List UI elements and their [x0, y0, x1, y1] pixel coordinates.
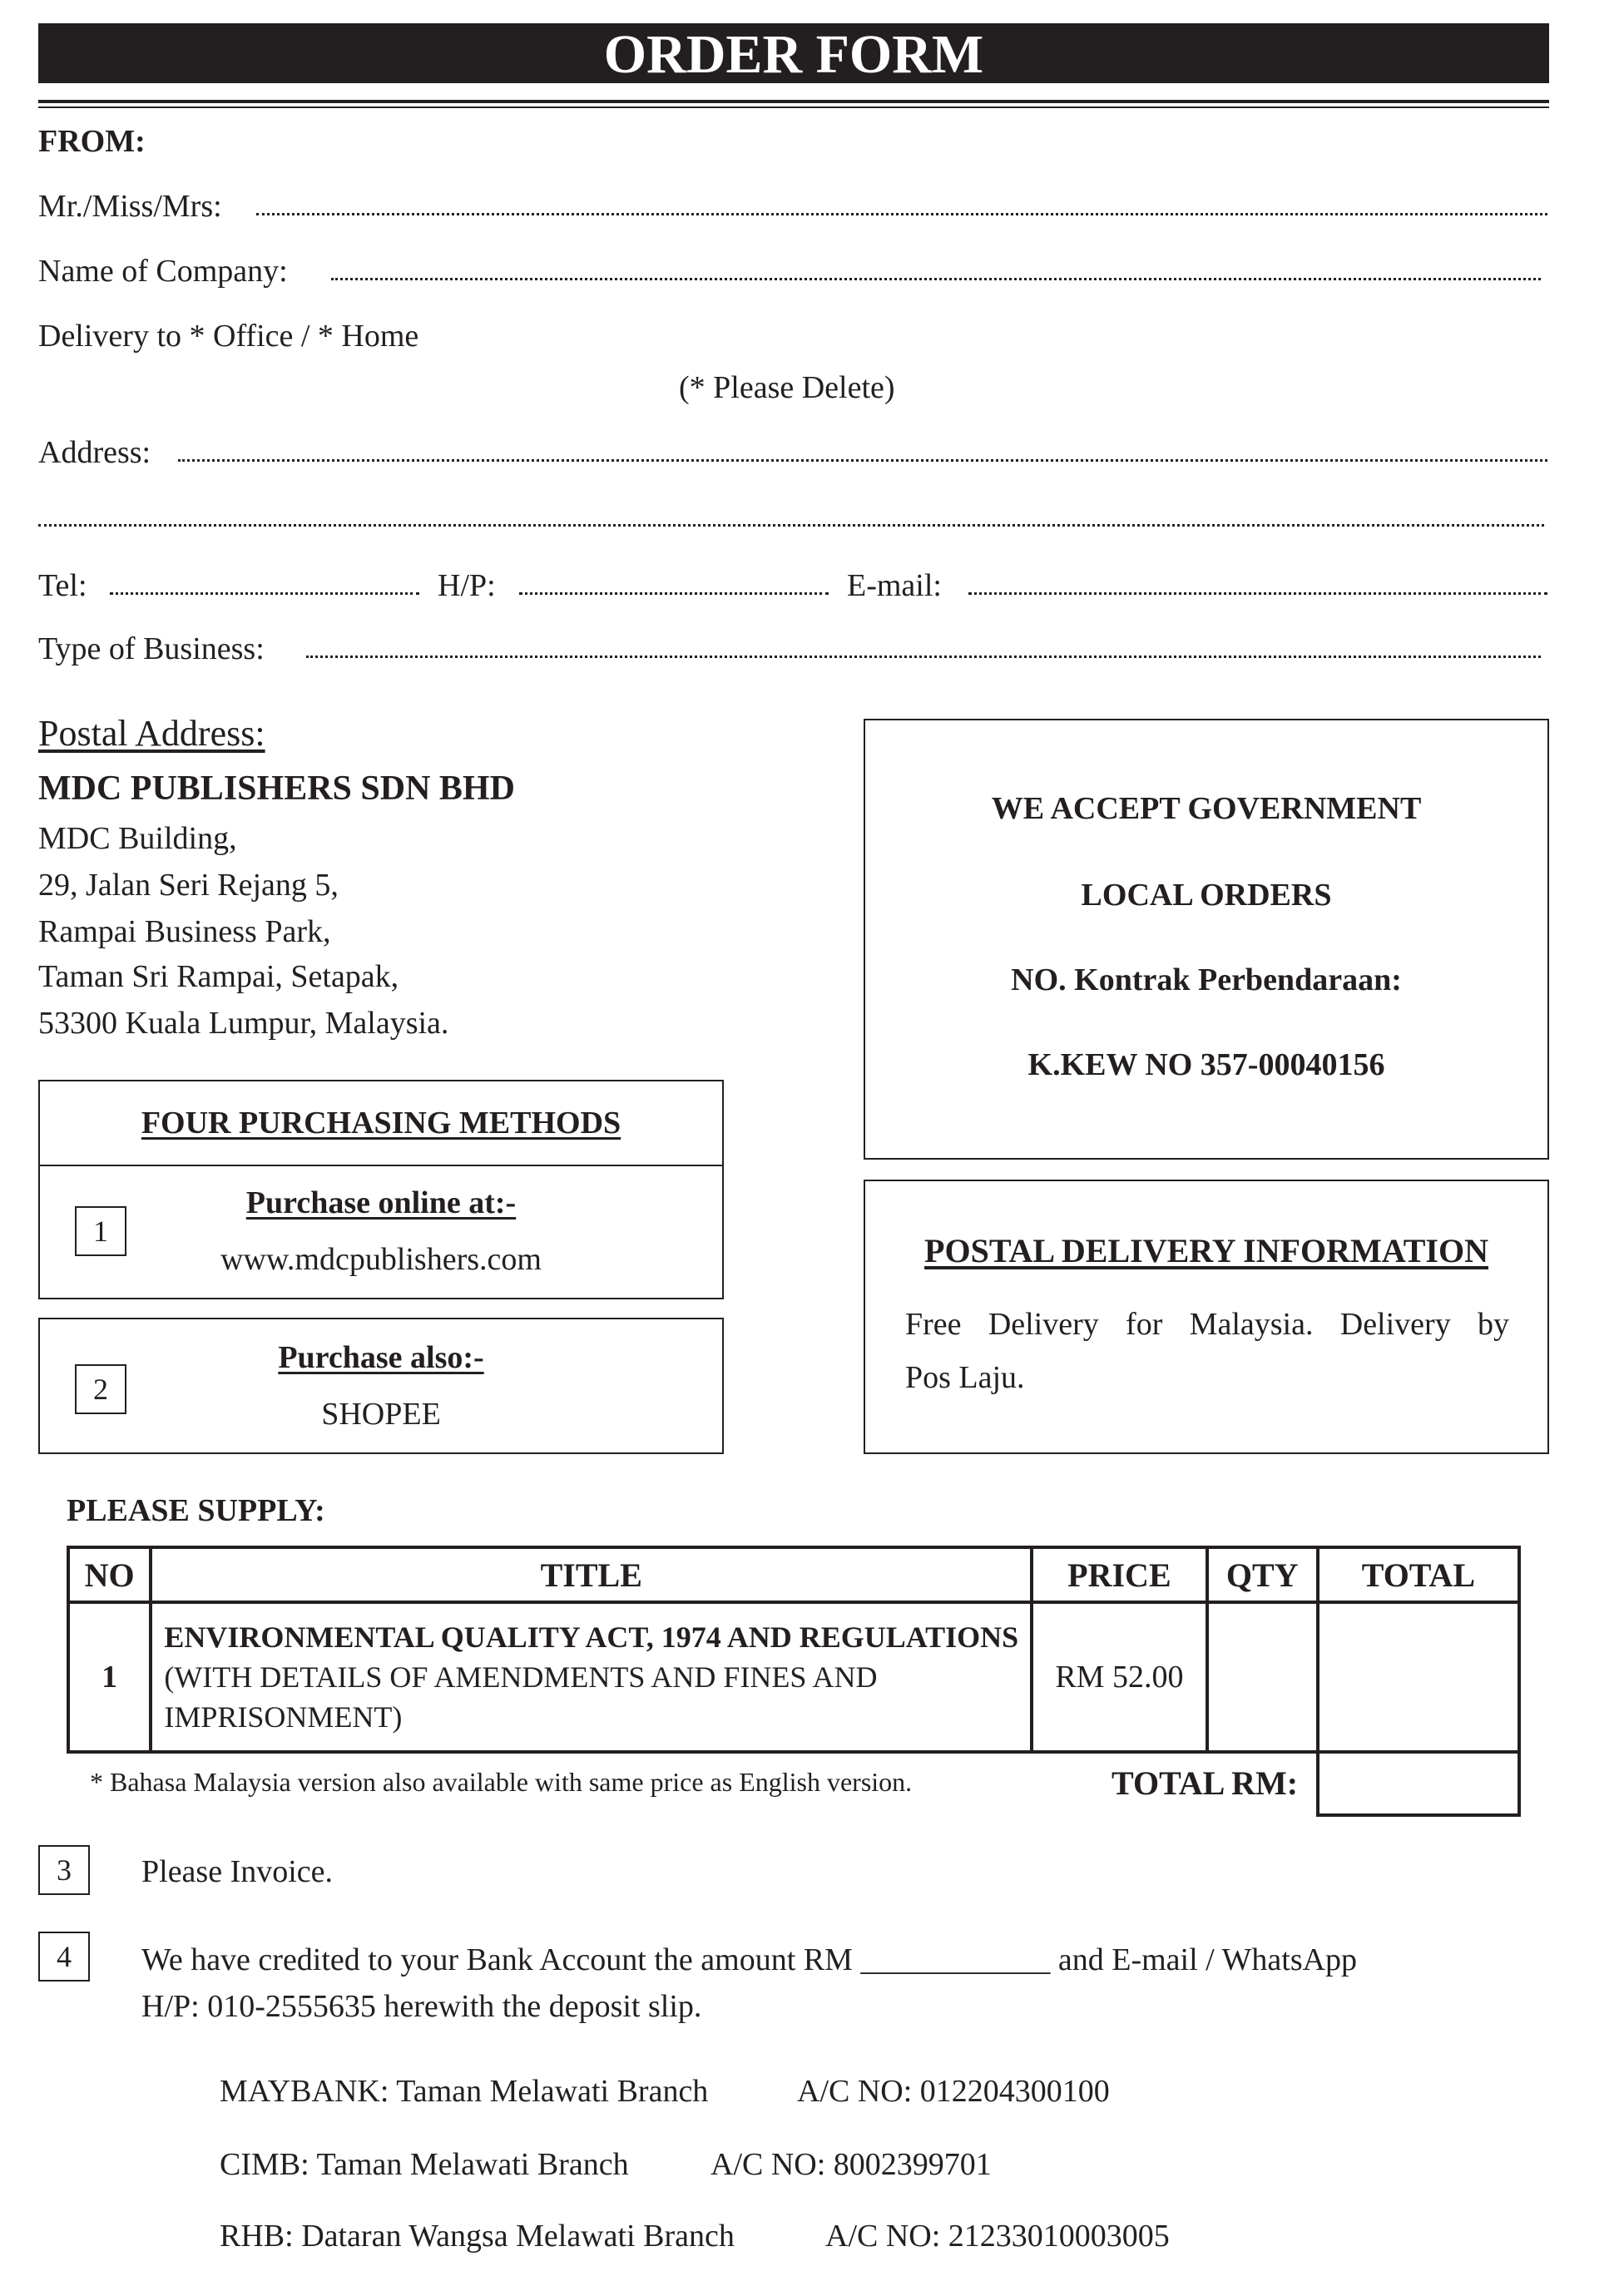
book-title: ENVIRONMENTAL QUALITY ACT, 1974 AND REGULATIONS: [164, 1620, 1019, 1654]
address-label: Address:: [38, 435, 151, 470]
option-number: 4: [38, 1932, 90, 1982]
title-rule: [38, 100, 1549, 103]
method-2-title: Purchase also:-: [278, 1340, 484, 1375]
bahasa-note: * Bahasa Malaysia version also available with same price as English version.: [90, 1767, 913, 1797]
row-total-cell[interactable]: [1318, 1602, 1519, 1752]
government-line: NO. Kontrak Perbendaraan:: [1011, 962, 1402, 997]
method-1-title: Purchase online at:-: [245, 1185, 517, 1220]
hp-field[interactable]: [519, 592, 829, 595]
method-2-detail: SHOPEE: [321, 1397, 441, 1432]
grand-total-field[interactable]: [1316, 1750, 1521, 1817]
row-title-cell: [151, 1602, 1032, 1752]
business-label: Type of Business:: [38, 631, 265, 666]
book-price: RM 52.00: [1032, 1602, 1206, 1752]
delivery-info-text: Free Delivery for Malaysia. Delivery by: [905, 1307, 1509, 1342]
supply-heading: PLEASE SUPPLY:: [67, 1493, 325, 1528]
email-label: E-mail:: [847, 568, 942, 603]
methods-header-box: [38, 1080, 724, 1166]
postal-line: 29, Jalan Seri Rejang 5,: [38, 868, 339, 903]
bank-account: A/C NO: 8002399701: [710, 2147, 992, 2182]
bank-credit-text: We have credited to your Bank Account the amount RM ____________ and E-mail / WhatsApp: [141, 1942, 1358, 1977]
table-header-row: [68, 1547, 1519, 1602]
postal-heading: Postal Address:: [38, 713, 265, 754]
please-invoice-text: Please Invoice.: [141, 1854, 334, 1889]
total-label: TOTAL RM:: [1112, 1764, 1299, 1802]
government-line: LOCAL ORDERS: [1081, 878, 1332, 913]
postal-company: MDC PUBLISHERS SDN BHD: [38, 769, 515, 808]
bank-name: RHB: Dataran Wangsa Melawati Branch: [220, 2219, 735, 2254]
page-title: ORDER FORM: [38, 23, 1549, 83]
from-heading: FROM:: [38, 124, 146, 159]
method-1-website-link[interactable]: www.mdcpublishers.com: [220, 1242, 542, 1277]
address-field-line2[interactable]: [38, 524, 1544, 527]
address-field-line1[interactable]: [178, 459, 1547, 462]
order-table: [67, 1546, 1521, 1754]
row-number: 1: [68, 1602, 151, 1752]
column-header-no: NO: [68, 1547, 151, 1602]
method-2-box: [38, 1318, 724, 1454]
company-label: Name of Company:: [38, 254, 288, 289]
delivery-info-heading: POSTAL DELIVERY INFORMATION: [924, 1232, 1488, 1269]
column-header-total: TOTAL: [1318, 1547, 1519, 1602]
bank-name: CIMB: Taman Melawati Branch: [220, 2147, 629, 2182]
bank-account: A/C NO: 012204300100: [797, 2074, 1110, 2109]
book-subtitle: IMPRISONMENT): [164, 1700, 403, 1734]
whatsapp-text: H/P: 010-2555635 herewith the deposit slip.: [141, 1989, 702, 2024]
name-field[interactable]: [256, 213, 1547, 215]
title-rule-thin: [38, 106, 1549, 108]
delivery-info-text: Pos Laju.: [905, 1360, 1025, 1395]
postal-line: Taman Sri Rampai, Setapak,: [38, 959, 399, 994]
bank-name: MAYBANK: Taman Melawati Branch: [220, 2074, 709, 2109]
column-header-price: PRICE: [1032, 1547, 1206, 1602]
delivery-label: Delivery to * Office / * Home: [38, 319, 419, 354]
method-number: 1: [75, 1206, 126, 1256]
name-label: Mr./Miss/Mrs:: [38, 189, 222, 224]
company-field[interactable]: [331, 278, 1541, 280]
tel-field[interactable]: [110, 592, 419, 595]
tel-label: Tel:: [38, 568, 87, 603]
delete-note: (* Please Delete): [679, 370, 895, 405]
email-field[interactable]: [968, 592, 1547, 595]
column-header-title: TITLE: [151, 1547, 1032, 1602]
government-contract-number: K.KEW NO 357-00040156: [1027, 1047, 1385, 1082]
delivery-info-box: [864, 1180, 1549, 1454]
postal-line: MDC Building,: [38, 821, 237, 856]
government-line: WE ACCEPT GOVERNMENT: [991, 791, 1422, 826]
government-box: [864, 719, 1549, 1160]
postal-line: 53300 Kuala Lumpur, Malaysia.: [38, 1006, 449, 1041]
book-subtitle: (WITH DETAILS OF AMENDMENTS AND FINES AND: [164, 1660, 878, 1694]
table-row: [68, 1602, 1519, 1752]
postal-line: Rampai Business Park,: [38, 914, 331, 949]
business-field[interactable]: [306, 656, 1541, 658]
method-number: 2: [75, 1364, 126, 1414]
hp-label: H/P:: [438, 568, 496, 603]
option-number: 3: [38, 1845, 90, 1895]
bank-account: A/C NO: 21233010003005: [825, 2219, 1170, 2254]
method-1-box: [38, 1165, 724, 1299]
methods-heading: FOUR PURCHASING METHODS: [141, 1106, 621, 1140]
qty-input-cell[interactable]: [1207, 1602, 1318, 1752]
column-header-qty: QTY: [1207, 1547, 1318, 1602]
